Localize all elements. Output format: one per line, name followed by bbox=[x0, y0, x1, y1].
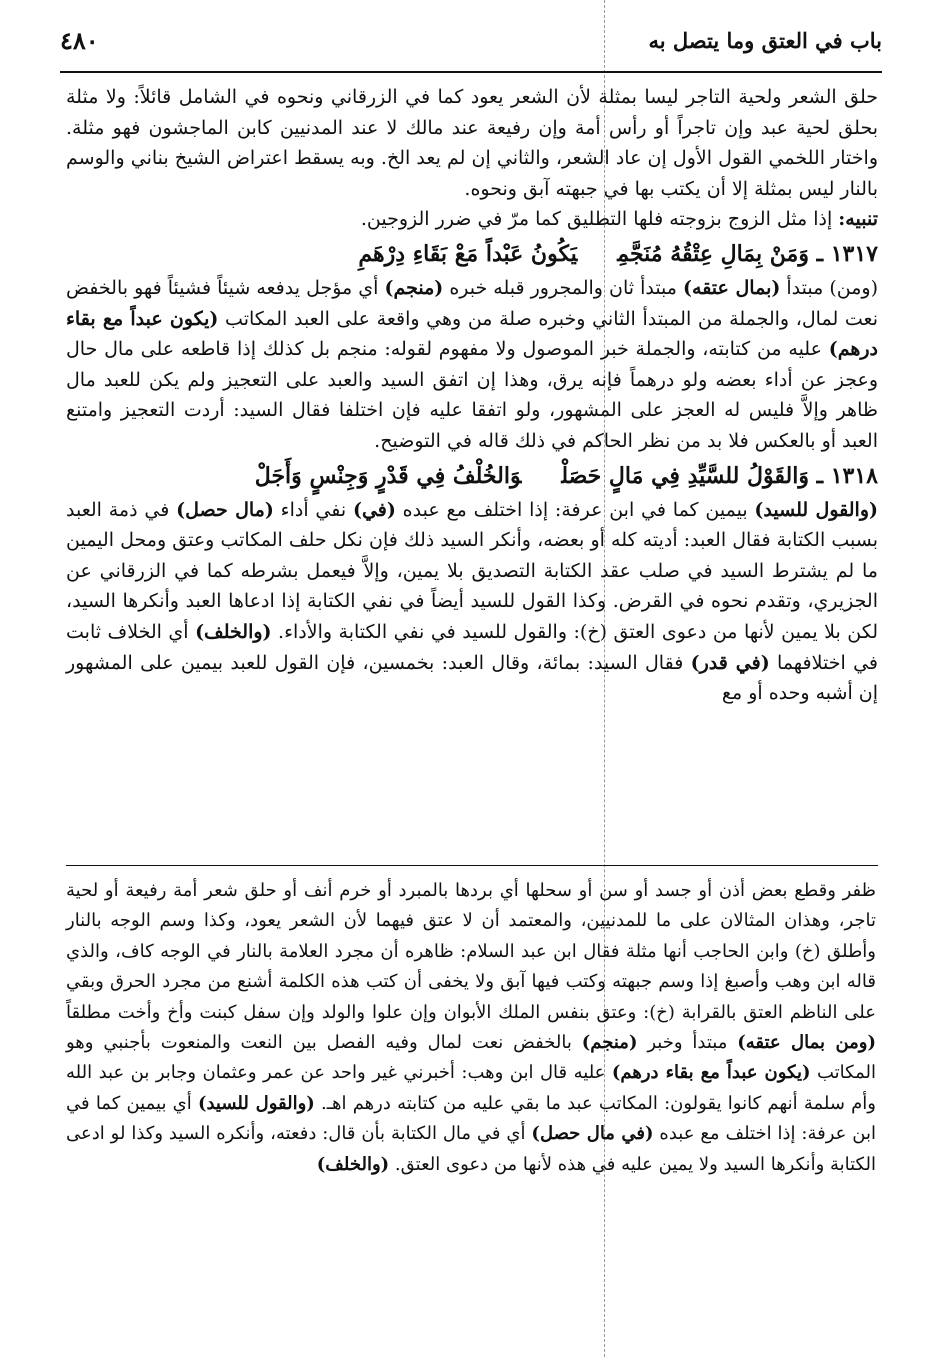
page-number: ٤٨٠ bbox=[60, 26, 99, 55]
header-rule bbox=[60, 71, 882, 73]
verse-hemistich-2: يَكُونُ عَبْداً مَعْ بَقَاءِ دِرْهَمِ bbox=[358, 240, 578, 267]
commentary-1317: (ومن) مبتدأ (بمال عتقه) مبتدأ ثان والمجرور قبله خبره (منجم) أي مؤجل يدفعه شيئاً فشيئاً فهو بالخفض نعت لمال، والجملة من المبتدأ الثاني وخبره صلة من وهي واقعة على العبد المكاتب (يكون عبداً مع بقاء درهم) عليه من كتابته، والجملة خبر الموصول ولا مفهوم لقوله: منجم بل كذلك إذا قاطعه على مال حال وعجز عن أداء بعضه ولو درهماً فإنه يرق، وهذا إن اتفق السيد والعبد على التعجيز ولم يكن للعبد مال ظاهر وإلاَّ فليس له العجز على المشهور، ولو اتفقا عليه فإن اختلفا فقال السيد: أردت التعجيز وامتنع العبد أو بالعكس فلا بد من نظر الحاكم في ذلك قاله في التوضيح. bbox=[66, 276, 878, 452]
footnotes bbox=[66, 876, 876, 1180]
paragraph-shaving: حلق الشعر ولحية التاجر ليسا بمثلة لأن الشعر يعود كما في الزرقاني ونحوه في الشامل قائلاً: ولا مثلة بحلق لحية عبد وإن تاجراً أو رأس أمة وإن رفيعة عند مالك لا عند المدنيين كابن الماجشون فهو مثلة. واختار اللخمي القول الأول إن عاد الشعر، والثاني إن لم يعد الخ. وبه يسقط اعتراض الشيخ بناني والوسم بالنار ليس بمثلة إلا أن يكتب بها في جبهته آبق ونحوه. bbox=[66, 86, 878, 200]
verse-1318 bbox=[66, 457, 878, 495]
chapter-title: باب في العتق وما يتصل به bbox=[648, 28, 882, 53]
verse-number: ١٣١٧ ـ bbox=[816, 240, 878, 267]
verse-number: ١٣١٨ ـ bbox=[816, 462, 878, 489]
footnote-text: ظفر وقطع بعض أذن أو جسد أو سن أو سحلها أي بردها بالمبرد أو خرم أنف أو حلق شعر أمة رفيعة أو لحية تاجر، وهذان المثالان على ما للمدنيين، والمعتمد أن لا عتق فيهما لأن الشعر يعود، وكذا وسم الوجه بالنار وأطلق (خ) وابن الحاجب أنها مثلة فقال ابن عبد السلام: ظاهره أن مجرد العلامة بالنار في الوجه كاف، والذي قاله ابن وهب وأصبغ إذا وسم جبهته وكتب فيها آبق ولا يخفى أن كتب هذه الكلمة أشنع من مجرد الحرق وبقي على الناظم العتق بالقرابة (خ): وعتق بنفس الملك الأبوان وإن علوا والولد وإن سفل كبنت وأخ وأخت مطلقاً (ومن بمال عتقه) مبتدأ وخبر (منجم) بالخفض نعت لمال وفيه الفصل بين النعت والمنعوت بأجنبي وهو المكاتب (يكون عبداً مع بقاء درهم) عليه قال ابن وهب: أخبرني غير واحد عن عمر وعثمان وجابر بن عبد الله وأم سلمة أنهم كانوا يقولون: المكاتب عبد ما بقي عليه من كتابته درهم اهـ. (والقول للسيد) أي بيمين كما في ابن عرفة: إذا اختلف مع عبده (في مال حصل) أي في مال الكتابة بأن قال: دفعته، وأنكره السيد وكذا لو ادعى الكتابة وأنكرها السيد ولا يمين عليه في هذه لأنها من دعوى العتق. (والخلف) bbox=[66, 880, 877, 1175]
commentary-1318: (والقول للسيد) بيمين كما في ابن عرفة: إذا اختلف مع عبده (في) نفي أداء (مال حصل) في ذمة العبد بسبب الكتابة فقال العبد: أديته كله أو بعضه، وأنكر السيد ذلك فإن نكل حلف المكاتب وعتق ومحل اليمين ما لم يشترط السيد في صلب عقد الكتابة التصديق بلا يمين، وإلاَّ فيعمل بشرطه كما في الزرقاني عن الجزيري، وتقدم نحوه في القرض. وكذا القول للسيد أيضاً في نفي الكتابة إذا ادعاها العبد وأنكرها السيد، لكن بلا يمين لأنها من دعوى العتق (خ): والقول للسيد في نفي الكتابة والأداء. (والخلف) أي الخلاف ثابت في اختلافهما (في قدر) فقال السيد: بمائة، وقال العبد: بخمسين، فإن القول للعبد بيمين على المشهور إن أشبه وحده أو مع bbox=[66, 498, 878, 705]
running-header bbox=[60, 28, 882, 64]
footnote-rule bbox=[66, 865, 878, 866]
verse-hemistich-1: وَمَنْ بِمَالِ عِتْقُهُ مُنَجَّمِ bbox=[617, 240, 809, 267]
tanbih-label: تنبيه: bbox=[838, 208, 878, 231]
main-text bbox=[66, 82, 878, 709]
verse-hemistich-2: وَالخُلْفُ فِي قَدْرٍ وَجِنْسٍ وَأَجَلْ bbox=[254, 462, 522, 489]
verse-1317 bbox=[66, 235, 878, 273]
verse-hemistich-1: وَالقَوْلُ للسَّيِّدِ فِي مَالٍ حَصَلْ bbox=[561, 462, 809, 489]
paragraph-tanbih: تنبيه: إذا مثل الزوج بزوجته فلها التطليق كما مرّ في ضرر الزوجين. bbox=[360, 208, 878, 231]
